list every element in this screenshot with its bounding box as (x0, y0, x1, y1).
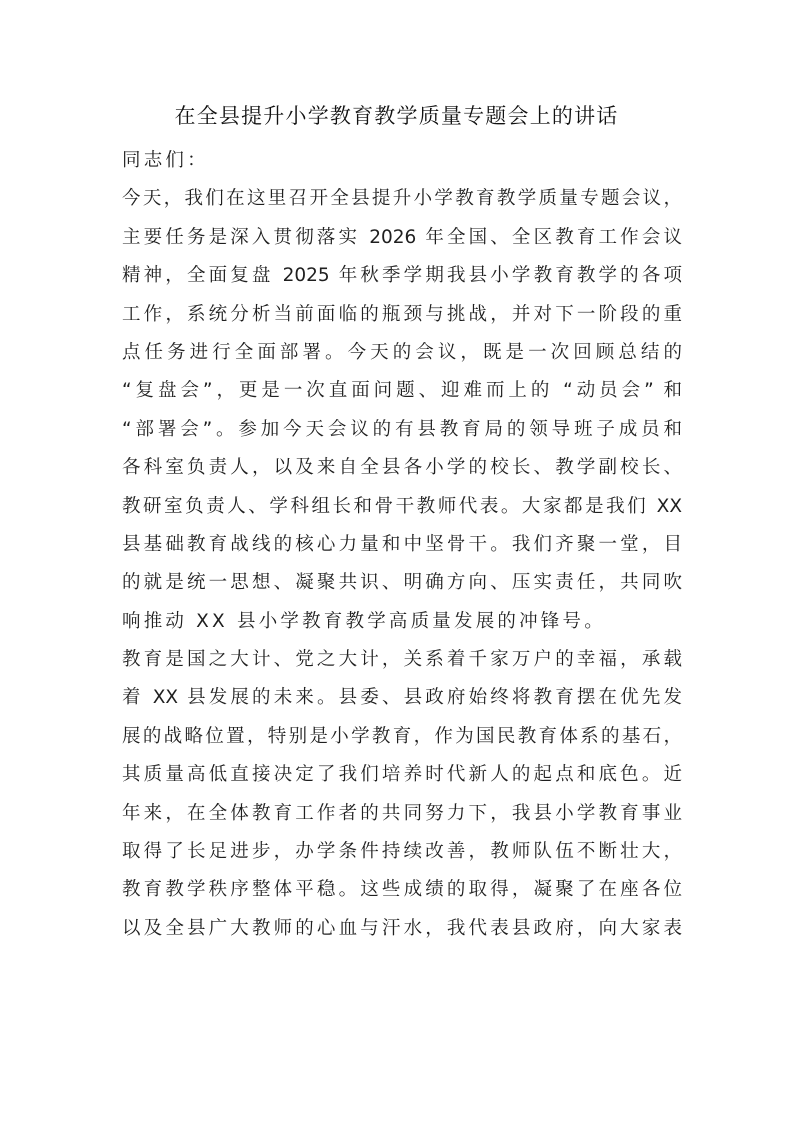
text-line: “部署会”。参加今天会议的有县教育局的领导班子成员和 (122, 418, 682, 440)
text-line: 今天，我们在这里召开全县提升小学教育教学质量专题会议， (122, 188, 682, 210)
text-line: 精神，全面复盘 2025 年秋季学期我县小学教育教学的各项 (122, 265, 682, 287)
text-line: 点任务进行全面部署。今天的会议，既是一次回顾总结的 (122, 341, 682, 363)
text-line: 以及全县广大教师的心血与汗水，我代表县政府，向大家表 (122, 917, 682, 939)
text-line: 教育教学秩序整体平稳。这些成绩的取得，凝聚了在座各位 (122, 879, 682, 901)
text-line: 年来，在全体教育工作者的共同努力下，我县小学教育事业 (122, 802, 682, 824)
text-line: 展的战略位置，特别是小学教育，作为国民教育体系的基石， (122, 725, 682, 747)
text-line: 主要任务是深入贯彻落实 2026 年全国、全区教育工作会议 (122, 226, 682, 248)
text-line: 教研室负责人、学科组长和骨干教师代表。大家都是我们 XX (122, 495, 682, 517)
text-line: 其质量高低直接决定了我们培养时代新人的起点和底色。近 (122, 764, 682, 786)
text-line: 工作，系统分析当前面临的瓶颈与挑战，并对下一阶段的重 (122, 303, 682, 325)
text-line-paragraph-end: 响推动 XX 县小学教育教学高质量发展的冲锋号。 (122, 610, 606, 632)
text-line: 县基础教育战线的核心力量和中坚骨干。我们齐聚一堂，目 (122, 533, 682, 555)
text-line: 取得了长足进步，办学条件持续改善，教师队伍不断壮大， (122, 841, 682, 863)
text-line: 着 XX 县发展的未来。县委、县政府始终将教育摆在优先发 (122, 687, 682, 709)
text-line: 的就是统一思想、凝聚共识、明确方向、压实责任，共同吹 (122, 572, 682, 594)
text-line: “复盘会”，更是一次直面问题、迎难而上的 “动员会” 和 (122, 380, 682, 402)
document-body (122, 142, 682, 948)
salutation: 同志们： (122, 150, 209, 171)
text-line: 各科室负责人，以及来自全县各小学的校长、教学副校长、 (122, 457, 682, 479)
text-line: 教育是国之大计、党之大计，关系着千家万户的幸福，承载 (122, 649, 682, 671)
document-title: 在全县提升小学教育教学质量专题会上的讲话 (174, 104, 619, 128)
